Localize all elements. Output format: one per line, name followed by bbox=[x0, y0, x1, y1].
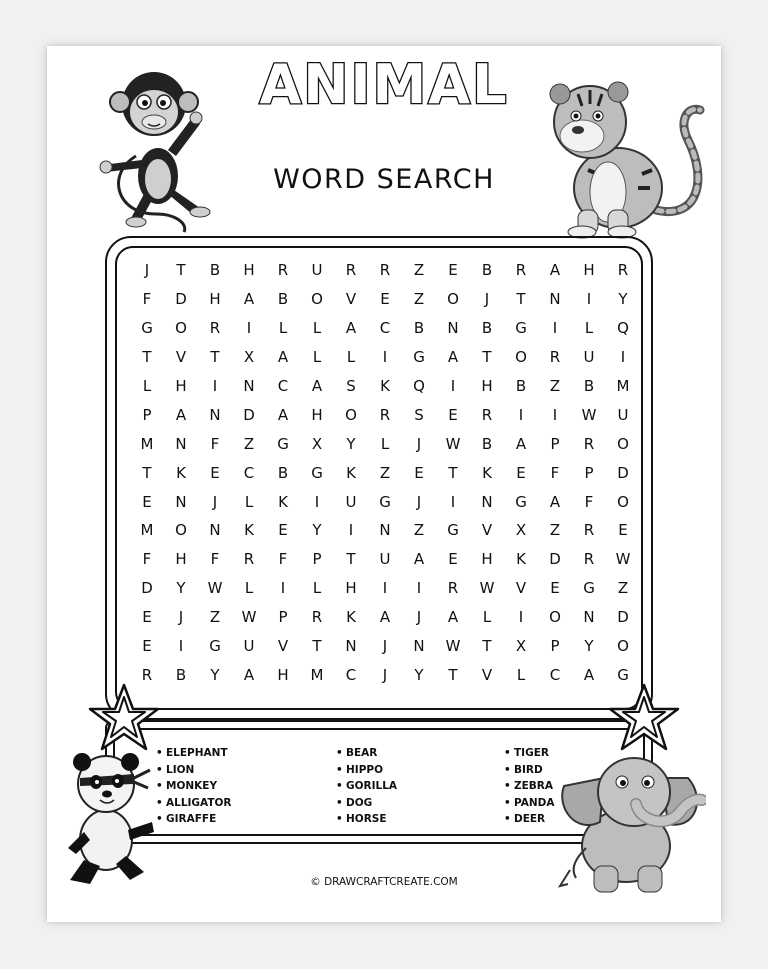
grid-letter: O bbox=[549, 608, 561, 627]
word-label: ZEBRA bbox=[514, 780, 554, 792]
bullet: • bbox=[504, 747, 511, 759]
grid-letter: E bbox=[142, 637, 152, 656]
grid-letter: K bbox=[482, 463, 492, 482]
word-label: LION bbox=[166, 763, 195, 776]
grid-letter: C bbox=[345, 665, 357, 684]
grid-letter: T bbox=[312, 637, 322, 656]
grid-letter: D bbox=[617, 608, 629, 627]
grid-letter: M bbox=[140, 434, 154, 453]
grid-letter: L bbox=[244, 579, 254, 598]
grid-letter: B bbox=[277, 290, 289, 309]
grid-letter: E bbox=[414, 463, 424, 482]
grid-letter: G bbox=[311, 463, 323, 482]
grid-letter: R bbox=[345, 261, 357, 280]
grid-letter: P bbox=[278, 608, 288, 627]
grid-letter: L bbox=[142, 377, 152, 395]
grid-letter: Z bbox=[549, 377, 561, 395]
grid-letter: D bbox=[141, 579, 153, 598]
grid-letter: N bbox=[175, 492, 187, 511]
grid-letter: L bbox=[244, 492, 254, 511]
star-icon bbox=[88, 682, 160, 754]
grid-letter: I bbox=[518, 608, 524, 627]
grid-letter: I bbox=[314, 492, 320, 511]
word-column-2 bbox=[336, 745, 397, 828]
grid-letter: K bbox=[278, 492, 288, 511]
grid-letter: E bbox=[142, 608, 152, 627]
grid-letter: O bbox=[617, 492, 629, 511]
word-item bbox=[336, 811, 397, 828]
grid-letter: T bbox=[482, 637, 492, 656]
grid-letter: N bbox=[379, 521, 391, 540]
grid-letter: E bbox=[278, 521, 288, 540]
grid-letter: A bbox=[175, 405, 187, 424]
word-label: DEER bbox=[514, 813, 546, 825]
grid-letter: R bbox=[583, 550, 595, 569]
grid-letter: N bbox=[447, 319, 459, 338]
grid-letter: O bbox=[617, 434, 629, 453]
grid-letter: X bbox=[515, 521, 527, 540]
grid-letter: V bbox=[515, 579, 527, 598]
grid-letter: J bbox=[144, 261, 150, 280]
grid-letter: G bbox=[617, 665, 629, 684]
grid-letter: K bbox=[244, 521, 254, 540]
grid-letter: A bbox=[277, 348, 289, 367]
grid-letter: Y bbox=[346, 434, 356, 453]
grid-letter: G bbox=[209, 637, 221, 656]
copyright-footer: © DRAWCRAFTCREATE.COM bbox=[310, 876, 458, 888]
bullet: • bbox=[504, 763, 511, 776]
grid-letter: A bbox=[413, 550, 425, 569]
grid-letter: P bbox=[550, 637, 560, 656]
grid-letter: L bbox=[380, 434, 390, 453]
word-item bbox=[156, 795, 232, 812]
grid-letter: H bbox=[243, 261, 255, 280]
grid-letter: K bbox=[346, 608, 356, 627]
word-item bbox=[504, 745, 555, 762]
grid-letter: A bbox=[549, 492, 561, 511]
bullet: • bbox=[504, 813, 511, 825]
grid-letter: M bbox=[140, 521, 154, 540]
grid-letter: Y bbox=[414, 665, 424, 684]
grid-letter: Y bbox=[312, 521, 322, 540]
grid-letter: C bbox=[549, 665, 561, 684]
word-item bbox=[504, 762, 555, 779]
grid-letter: H bbox=[583, 261, 595, 280]
panda-illustration bbox=[60, 748, 160, 888]
grid-letter: I bbox=[552, 319, 558, 338]
bullet: • bbox=[156, 747, 163, 759]
grid-letter: E bbox=[618, 521, 628, 540]
grid-letter: E bbox=[380, 290, 390, 309]
grid-letter: C bbox=[243, 463, 255, 482]
grid-letter: H bbox=[481, 550, 493, 569]
word-item bbox=[504, 778, 555, 795]
grid-letter: F bbox=[142, 290, 152, 309]
grid-letter: F bbox=[142, 550, 152, 569]
grid-letter: G bbox=[141, 319, 153, 338]
grid-letter: C bbox=[379, 319, 391, 338]
grid-letter: J bbox=[178, 608, 184, 627]
bullet: • bbox=[156, 796, 163, 809]
grid-letter: R bbox=[311, 608, 323, 627]
grid-letter: Y bbox=[210, 665, 220, 684]
grid-letter: W bbox=[615, 550, 631, 569]
word-item bbox=[156, 811, 232, 828]
page-subtitle: WORD SEARCH bbox=[273, 164, 495, 195]
bullet: • bbox=[156, 763, 163, 776]
grid-letter: H bbox=[277, 665, 289, 684]
grid-letter: L bbox=[278, 319, 288, 338]
grid-letter: N bbox=[243, 377, 255, 395]
grid-letter: R bbox=[481, 405, 493, 424]
grid-letter: I bbox=[246, 319, 252, 338]
grid-letter: E bbox=[516, 463, 526, 482]
grid-letter: U bbox=[345, 492, 357, 511]
grid-letter: A bbox=[515, 434, 527, 453]
grid-letter: P bbox=[142, 405, 152, 424]
grid-letter: A bbox=[345, 319, 357, 338]
grid-letter: H bbox=[481, 377, 493, 395]
grid-letter: B bbox=[277, 463, 289, 482]
grid-letter: L bbox=[584, 319, 594, 338]
grid-letter: E bbox=[210, 463, 220, 482]
grid-letter: J bbox=[382, 665, 388, 684]
grid-letter: W bbox=[207, 579, 223, 598]
grid-letter: T bbox=[448, 463, 458, 482]
grid-letter: I bbox=[416, 579, 422, 598]
grid-letter: N bbox=[583, 608, 595, 627]
grid-letter: U bbox=[243, 637, 255, 656]
word-label: ALLIGATOR bbox=[166, 796, 232, 809]
grid-letter: A bbox=[277, 405, 289, 424]
grid-letter: Z bbox=[413, 290, 425, 309]
grid-letter: F bbox=[584, 492, 594, 511]
grid-letter: Z bbox=[549, 521, 561, 540]
grid-letter: W bbox=[445, 637, 461, 656]
grid-letter: Z bbox=[413, 521, 425, 540]
grid-letter: T bbox=[346, 550, 356, 569]
grid-letter: X bbox=[243, 348, 255, 367]
grid-letter: I bbox=[620, 348, 626, 367]
grid-letter: L bbox=[482, 608, 492, 627]
grid-letter: T bbox=[482, 348, 492, 367]
grid-letter: A bbox=[447, 348, 459, 367]
grid-letter: T bbox=[176, 261, 186, 280]
grid-letter: N bbox=[345, 637, 357, 656]
grid-letter: T bbox=[448, 665, 458, 684]
word-item bbox=[336, 762, 397, 779]
grid-letter: K bbox=[516, 550, 526, 569]
bullet: • bbox=[156, 813, 163, 825]
grid-letter: J bbox=[212, 492, 218, 511]
grid-letter: I bbox=[586, 290, 592, 309]
bullet: • bbox=[504, 780, 511, 792]
grid-letter: W bbox=[241, 608, 257, 627]
grid-letter: Z bbox=[413, 261, 425, 280]
grid-letter: D bbox=[617, 463, 629, 482]
grid-letter: N bbox=[175, 434, 187, 453]
grid-letter: I bbox=[280, 579, 286, 598]
grid-letter: L bbox=[312, 348, 322, 367]
page-title: ANIMAL bbox=[259, 53, 509, 116]
word-label: GORILLA bbox=[346, 780, 398, 792]
grid-letter: R bbox=[209, 319, 221, 338]
grid-letter: E bbox=[448, 550, 458, 569]
grid-letter: I bbox=[552, 405, 558, 424]
grid-letter: O bbox=[175, 319, 187, 338]
grid-letter: B bbox=[209, 261, 221, 280]
grid-letter: A bbox=[311, 377, 323, 395]
grid-letter: R bbox=[583, 521, 595, 540]
word-item bbox=[336, 745, 397, 762]
grid-letter: I bbox=[382, 579, 388, 598]
bullet: • bbox=[336, 747, 343, 759]
grid-letter: V bbox=[481, 521, 493, 540]
bullet: • bbox=[504, 796, 511, 809]
grid-letter: R bbox=[379, 405, 391, 424]
word-label: HORSE bbox=[346, 813, 387, 825]
grid-letter: E bbox=[550, 579, 560, 598]
grid-letter: F bbox=[278, 550, 288, 569]
grid-letter: C bbox=[277, 377, 289, 395]
grid-letter: X bbox=[311, 434, 323, 453]
grid-letter: V bbox=[175, 348, 187, 367]
grid-letter: R bbox=[141, 665, 153, 684]
grid-letter: I bbox=[450, 492, 456, 511]
word-item bbox=[336, 778, 397, 795]
grid-letter: J bbox=[416, 608, 422, 627]
grid-letter: R bbox=[277, 261, 289, 280]
grid-letter: U bbox=[311, 261, 323, 280]
grid-letter: G bbox=[515, 319, 527, 338]
grid-letter: T bbox=[516, 290, 526, 309]
grid-letter: E bbox=[448, 405, 458, 424]
grid-letter: G bbox=[277, 434, 289, 453]
grid-letter: I bbox=[178, 637, 184, 656]
word-item bbox=[156, 762, 232, 779]
word-column-1 bbox=[156, 745, 232, 828]
grid-letter: A bbox=[243, 290, 255, 309]
grid-letter: N bbox=[209, 521, 221, 540]
word-label: TIGER bbox=[514, 747, 549, 759]
word-item bbox=[504, 811, 555, 828]
grid-letter: O bbox=[617, 637, 629, 656]
grid-letter: O bbox=[515, 348, 527, 367]
monkey-illustration bbox=[96, 64, 216, 234]
word-label: GIRAFFE bbox=[166, 813, 217, 825]
grid-letter: K bbox=[380, 377, 390, 395]
grid-letter: R bbox=[243, 550, 255, 569]
grid-letter: Q bbox=[413, 377, 425, 395]
grid-letter: Y bbox=[176, 579, 186, 598]
grid-letter: B bbox=[583, 377, 595, 395]
grid-letter: P bbox=[550, 434, 560, 453]
grid-letter: S bbox=[414, 405, 424, 424]
grid-letter: H bbox=[311, 405, 323, 424]
grid-letter: T bbox=[142, 348, 152, 367]
grid-letter: P bbox=[584, 463, 594, 482]
word-column-3 bbox=[504, 745, 555, 828]
grid-letter: A bbox=[583, 665, 595, 684]
word-label: DOG bbox=[346, 796, 373, 809]
grid-letter: A bbox=[447, 608, 459, 627]
grid-letter: A bbox=[549, 261, 561, 280]
bullet: • bbox=[336, 813, 343, 825]
grid-letter: E bbox=[448, 261, 458, 280]
grid-letter: O bbox=[447, 290, 459, 309]
grid-letter: J bbox=[416, 492, 422, 511]
grid-letter: B bbox=[175, 665, 187, 684]
grid-letter: L bbox=[516, 665, 526, 684]
grid-letter: I bbox=[518, 405, 524, 424]
grid-letter: M bbox=[616, 377, 630, 395]
word-label: MONKEY bbox=[166, 780, 218, 792]
grid-letter: O bbox=[345, 405, 357, 424]
grid-letter: Z bbox=[617, 579, 629, 598]
elephant-illustration bbox=[556, 738, 706, 898]
grid-letter: L bbox=[346, 348, 356, 367]
grid-letter: W bbox=[445, 434, 461, 453]
letter-grid bbox=[130, 256, 640, 690]
grid-letter: I bbox=[382, 348, 388, 367]
grid-letter: G bbox=[583, 579, 595, 598]
grid-letter: G bbox=[515, 492, 527, 511]
grid-letter: N bbox=[209, 405, 221, 424]
grid-letter: F bbox=[210, 550, 220, 569]
word-label: BIRD bbox=[514, 763, 543, 776]
word-label: PANDA bbox=[514, 796, 555, 809]
grid-letter: Y bbox=[584, 637, 594, 656]
grid-letter: R bbox=[583, 434, 595, 453]
bullet: • bbox=[336, 780, 343, 792]
grid-letter: H bbox=[175, 550, 187, 569]
grid-letter: Q bbox=[617, 319, 629, 338]
grid-letter: R bbox=[379, 261, 391, 280]
grid-letter: G bbox=[447, 521, 459, 540]
grid-letter: R bbox=[549, 348, 561, 367]
grid-letter: D bbox=[243, 405, 255, 424]
grid-letter: Z bbox=[243, 434, 255, 453]
grid-letter: U bbox=[379, 550, 391, 569]
grid-letter: K bbox=[176, 463, 186, 482]
bullet: • bbox=[156, 780, 163, 792]
grid-letter: Y bbox=[618, 290, 628, 309]
bullet: • bbox=[336, 796, 343, 809]
grid-letter: V bbox=[481, 665, 493, 684]
grid-letter: B bbox=[481, 319, 493, 338]
grid-letter: G bbox=[413, 348, 425, 367]
word-label: ELEPHANT bbox=[166, 747, 228, 759]
grid-letter: B bbox=[481, 261, 493, 280]
grid-letter: H bbox=[209, 290, 221, 309]
grid-letter: R bbox=[447, 579, 459, 598]
grid-letter: I bbox=[450, 377, 456, 395]
grid-letter: D bbox=[549, 550, 561, 569]
grid-letter: E bbox=[142, 492, 152, 511]
word-item bbox=[156, 778, 232, 795]
grid-letter: V bbox=[345, 290, 357, 309]
grid-letter: J bbox=[416, 434, 422, 453]
grid-letter: H bbox=[175, 377, 187, 395]
grid-letter: J bbox=[382, 637, 388, 656]
grid-letter: B bbox=[481, 434, 493, 453]
grid-letter: N bbox=[481, 492, 493, 511]
grid-letter: R bbox=[515, 261, 527, 280]
grid-letter: G bbox=[379, 492, 391, 511]
grid-letter: F bbox=[550, 463, 560, 482]
grid-letter: L bbox=[312, 579, 322, 598]
grid-letter: O bbox=[311, 290, 323, 309]
grid-letter: B bbox=[413, 319, 425, 338]
word-label: BEAR bbox=[346, 747, 378, 759]
word-item bbox=[504, 795, 555, 812]
grid-letter: W bbox=[479, 579, 495, 598]
grid-letter: N bbox=[549, 290, 561, 309]
grid-letter: L bbox=[312, 319, 322, 338]
grid-letter: M bbox=[310, 665, 324, 684]
word-item bbox=[156, 745, 232, 762]
tiger-illustration bbox=[538, 70, 708, 240]
grid-letter: H bbox=[345, 579, 357, 598]
word-item bbox=[336, 795, 397, 812]
grid-letter: T bbox=[142, 463, 152, 482]
grid-letter: I bbox=[348, 521, 354, 540]
grid-letter: Z bbox=[379, 463, 391, 482]
grid-letter: D bbox=[175, 290, 187, 309]
grid-letter: U bbox=[583, 348, 595, 367]
grid-letter: P bbox=[312, 550, 322, 569]
grid-letter: A bbox=[243, 665, 255, 684]
grid-letter: A bbox=[379, 608, 391, 627]
grid-letter: B bbox=[515, 377, 527, 395]
grid-letter: Z bbox=[209, 608, 221, 627]
grid-letter: R bbox=[617, 261, 629, 280]
grid-letter: N bbox=[413, 637, 425, 656]
grid-letter: S bbox=[346, 377, 356, 395]
grid-letter: X bbox=[515, 637, 527, 656]
grid-letter: U bbox=[617, 405, 629, 424]
grid-letter: O bbox=[175, 521, 187, 540]
grid-letter: F bbox=[210, 434, 220, 453]
bullet: • bbox=[336, 763, 343, 776]
grid-letter: T bbox=[210, 348, 220, 367]
grid-letter: I bbox=[212, 377, 218, 395]
grid-letter: K bbox=[346, 463, 356, 482]
grid-letter: V bbox=[277, 637, 289, 656]
grid-letter: W bbox=[581, 405, 597, 424]
grid-letter: J bbox=[484, 290, 490, 309]
word-label: HIPPO bbox=[346, 763, 384, 776]
